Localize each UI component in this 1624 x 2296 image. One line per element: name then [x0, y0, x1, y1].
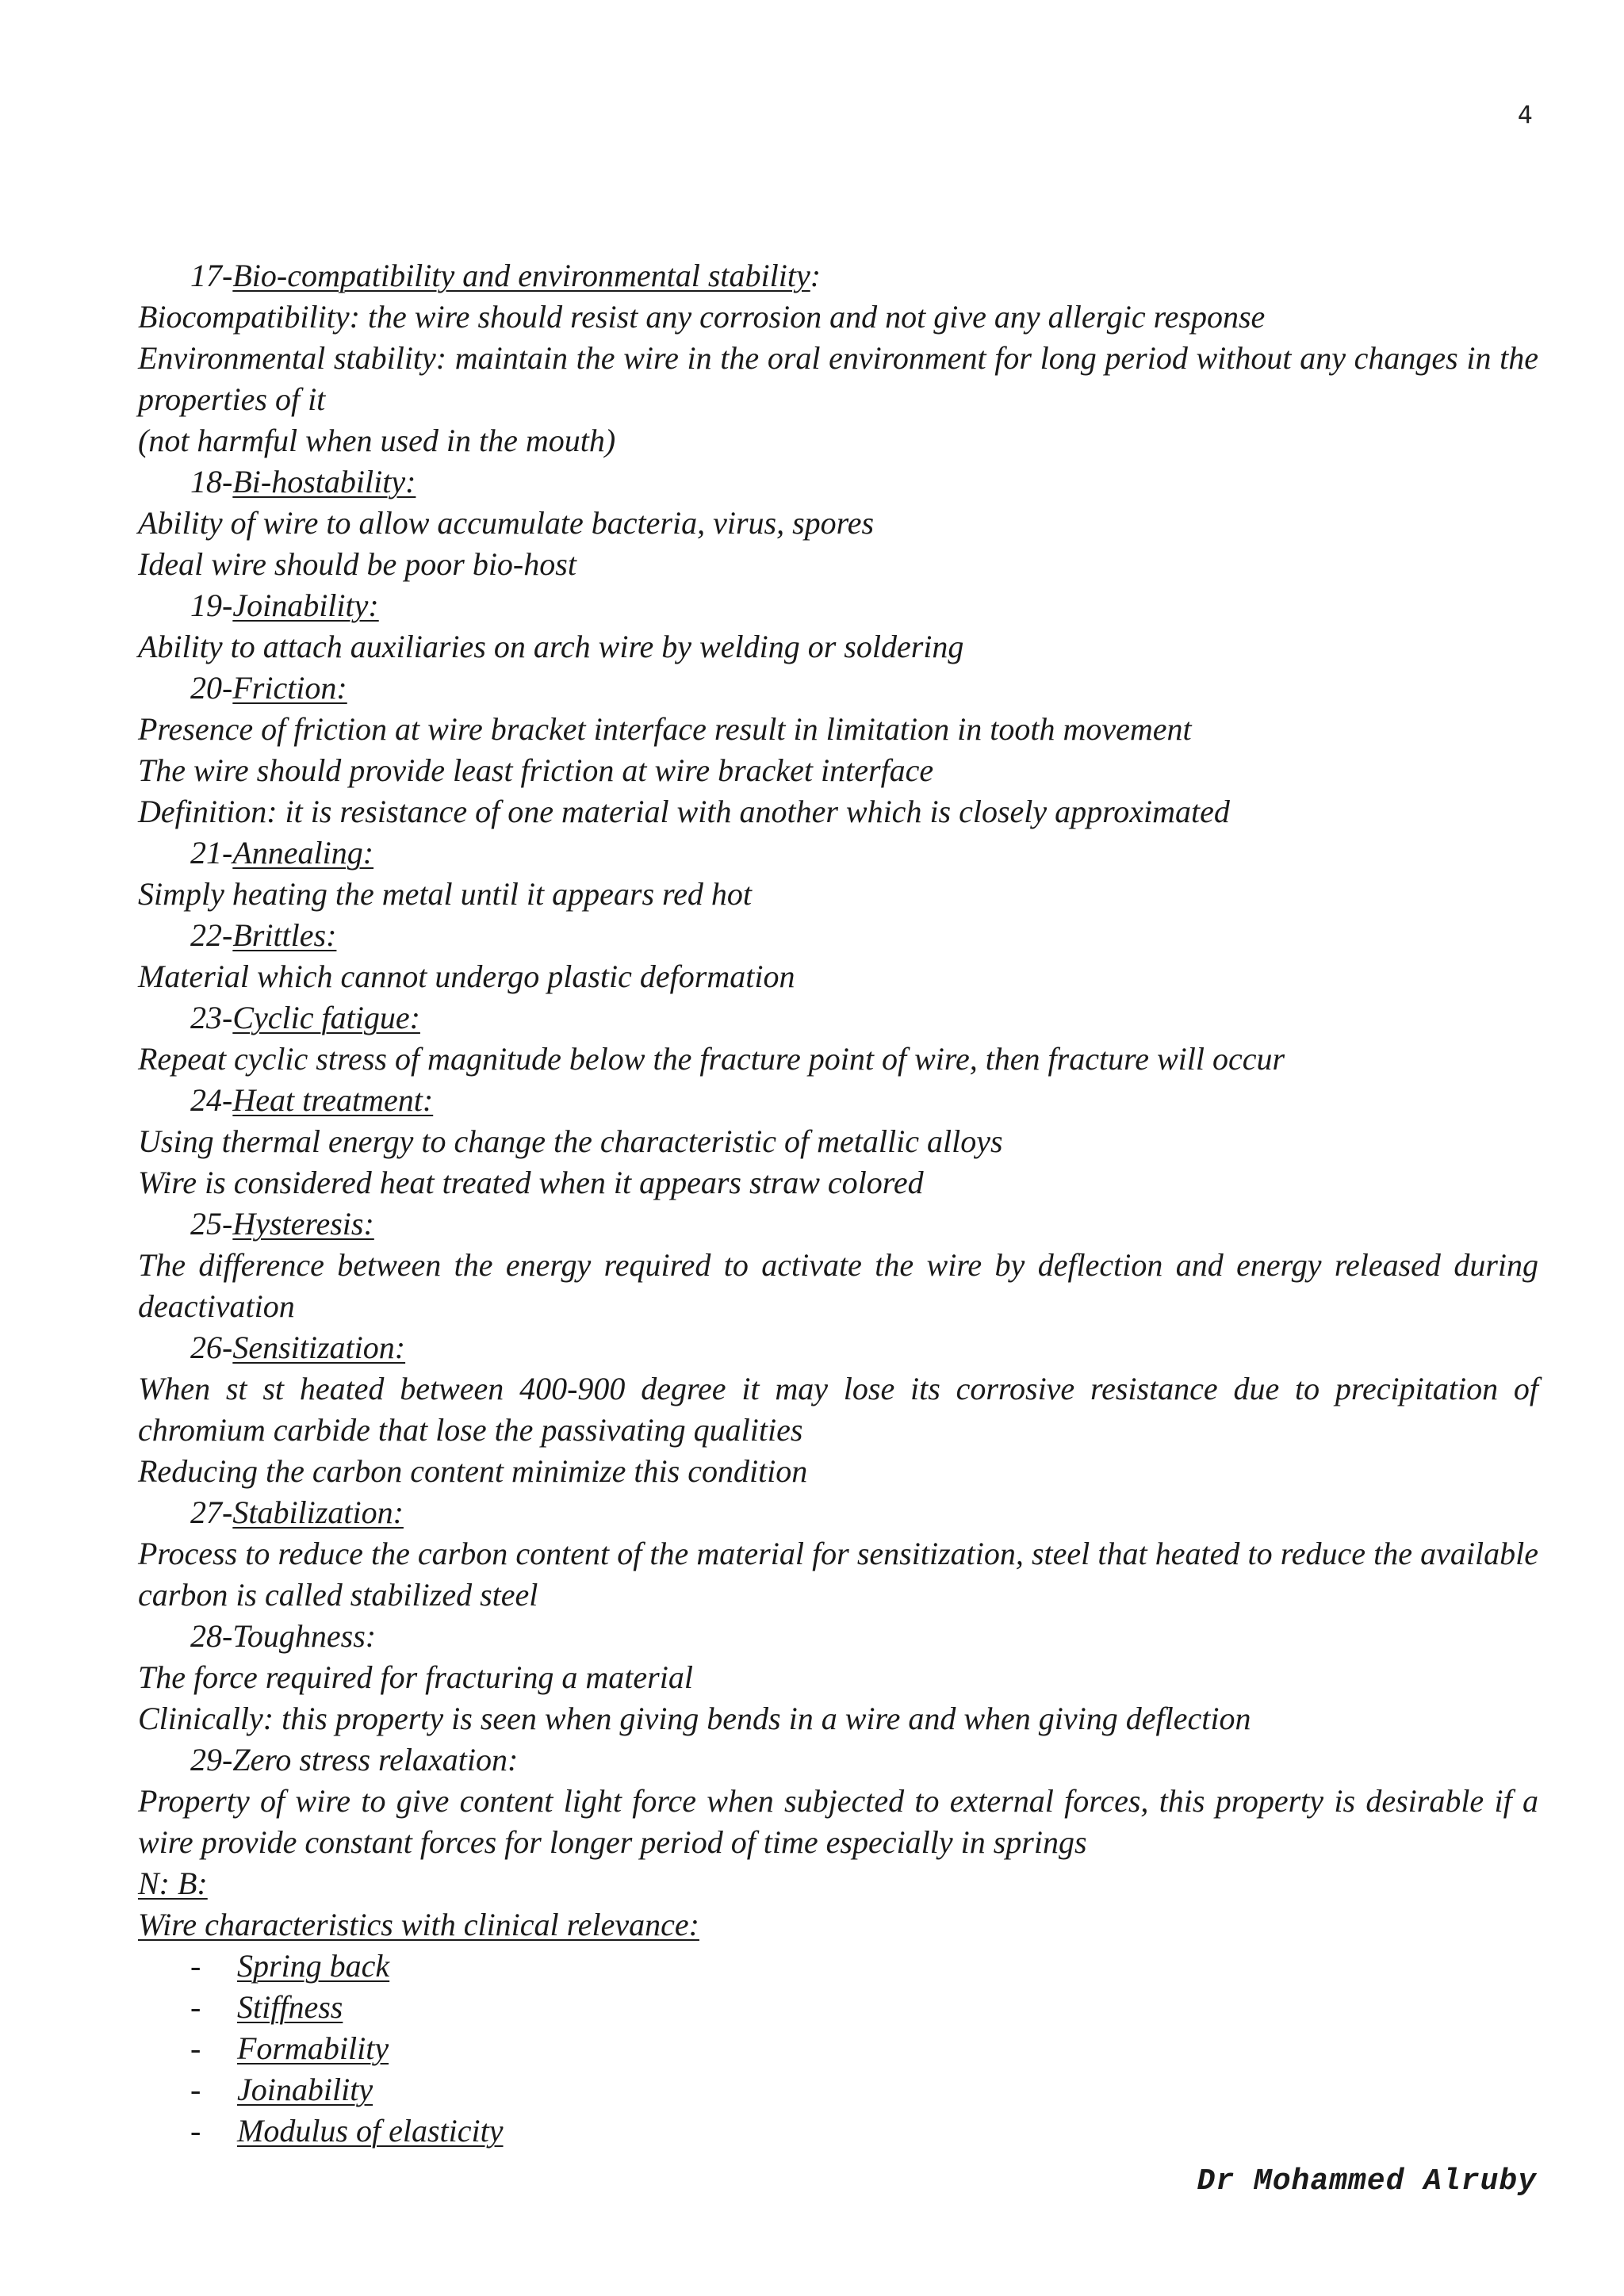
entry-title-suffix: : [810, 258, 822, 293]
bullet-dash: - [190, 2072, 201, 2107]
entry-text-line: Reducing the carbon content minimize this condition [138, 1453, 808, 1489]
entry-text-line: Material which cannot undergo plastic deformation [138, 959, 795, 994]
entry-text-line: Clinically: this property is seen when giving bends in a wire and when giving deflection [138, 1701, 1251, 1736]
list-item-label: Stiffness [237, 1989, 343, 2025]
entry-text-line: Presence of friction at wire bracket interface result in limitation in tooth movement [138, 711, 1192, 747]
nb-label: N: B: [138, 1866, 208, 1901]
entry-number: 25- [190, 1206, 233, 1242]
entry-number: 21- [190, 835, 233, 871]
entry-heading [138, 1616, 1538, 1657]
entry-title: Annealing: [232, 835, 374, 871]
entry-number: 23- [190, 1000, 233, 1035]
entry-title: Cyclic fatigue: [232, 1000, 420, 1035]
entry-text-line: Biocompatibility: the wire should resist any corrosion and not give any allergic response [138, 299, 1266, 335]
entry-number: 28- [190, 1618, 233, 1654]
author-footer: Dr Mohammed Alruby [1197, 2164, 1537, 2198]
entry-text-line: Environmental stability: maintain the wire in the oral environment for long period without any changes in the properties of it [138, 340, 1538, 417]
entry-text-line: Simply heating the metal until it appears red hot [138, 876, 752, 912]
list-item-label: Spring back [237, 1948, 390, 1984]
entry-number: 26- [190, 1330, 233, 1365]
entry-title: Joinability: [232, 587, 379, 623]
clinical-characteristics-list [138, 1946, 1538, 2152]
list-item [138, 1946, 1538, 1987]
entry-heading [138, 461, 1538, 503]
entry-text-line: The force required for fracturing a material [138, 1659, 693, 1695]
entry-number: 20- [190, 670, 233, 706]
entry-heading [138, 1327, 1538, 1368]
entry-heading [138, 997, 1538, 1039]
bullet-dash: - [190, 1989, 201, 2025]
list-item [138, 2110, 1538, 2152]
entry-number: 27- [190, 1494, 233, 1530]
entry-title: Toughness: [232, 1618, 377, 1654]
entry-title: Sensitization: [232, 1330, 406, 1365]
entry-number: 22- [190, 917, 233, 953]
entry-number: 19- [190, 587, 233, 623]
entry-text-line: Repeat cyclic stress of magnitude below the fracture point of wire, then fracture will occur [138, 1041, 1285, 1077]
entry-text-line: Process to reduce the carbon content of the material for sensitization, steel that heated to reduce the available carbon is called stabilized steel [138, 1536, 1538, 1613]
entry-heading [138, 1080, 1538, 1121]
entry-heading [138, 1739, 1538, 1781]
list-item-label: Modulus of elasticity [237, 2113, 504, 2149]
entry-heading [138, 585, 1538, 626]
entry-text-line: Ability of wire to allow accumulate bacteria, virus, spores [138, 505, 875, 541]
entry-number: 18- [190, 464, 233, 499]
entry-text-line: The difference between the energy required to activate the wire by deflection and energy released during deactivation [138, 1247, 1538, 1324]
page-number: 4 [1517, 101, 1533, 129]
entry-number: 24- [190, 1082, 233, 1118]
list-item [138, 2028, 1538, 2069]
entry-heading [138, 1492, 1538, 1533]
list-item [138, 1987, 1538, 2028]
entry-text-line: Property of wire to give content light force when subjected to external forces, this property is desirable if a wire provide constant forces for longer period of time especially in springs [138, 1783, 1538, 1860]
entry-text-line: Ideal wire should be poor bio-host [138, 546, 576, 582]
entry-text-line: Using thermal energy to change the characteristic of metallic alloys [138, 1123, 1003, 1159]
entry-title: Friction: [232, 670, 347, 706]
entry-text-line: Wire is considered heat treated when it appears straw colored [138, 1165, 924, 1200]
definitions-list [138, 255, 1538, 1863]
bullet-dash: - [190, 2030, 201, 2066]
entry-title: Hysteresis: [232, 1206, 374, 1242]
entry-title: Zero stress relaxation: [232, 1742, 519, 1777]
list-item-label: Formability [237, 2030, 389, 2066]
entry-text-line: Definition: it is resistance of one material with another which is closely approximated [138, 794, 1230, 829]
entry-heading [138, 1203, 1538, 1245]
list-item [138, 2069, 1538, 2110]
bullet-dash: - [190, 1948, 201, 1984]
entry-title: Heat treatment: [232, 1082, 434, 1118]
entry-text-line: The wire should provide least friction at wire bracket interface [138, 752, 934, 788]
entry-text-line: (not harmful when used in the mouth) [138, 423, 616, 458]
entry-number: 29- [190, 1742, 233, 1777]
entry-text-line: Ability to attach auxiliaries on arch wire by welding or soldering [138, 629, 964, 664]
entry-heading [138, 668, 1538, 709]
entry-heading [138, 255, 1538, 297]
entry-title: Bi-hostability: [232, 464, 416, 499]
entry-heading [138, 915, 1538, 956]
entry-text-line: When st st heated between 400-900 degree it may lose its corrosive resistance due to precipitation of chromium carbide that lose the passivating qualities [138, 1371, 1538, 1448]
document-body [138, 255, 1538, 2152]
entry-title: Brittles: [232, 917, 337, 953]
entry-title: Stabilization: [232, 1494, 404, 1530]
entry-title: Bio-compatibility and environmental stability [232, 258, 810, 293]
list-item-label: Joinability [237, 2072, 373, 2107]
nb-heading: Wire characteristics with clinical relevance: [138, 1907, 699, 1942]
entry-heading [138, 832, 1538, 874]
bullet-dash: - [190, 2113, 201, 2149]
entry-number: 17- [190, 258, 233, 293]
